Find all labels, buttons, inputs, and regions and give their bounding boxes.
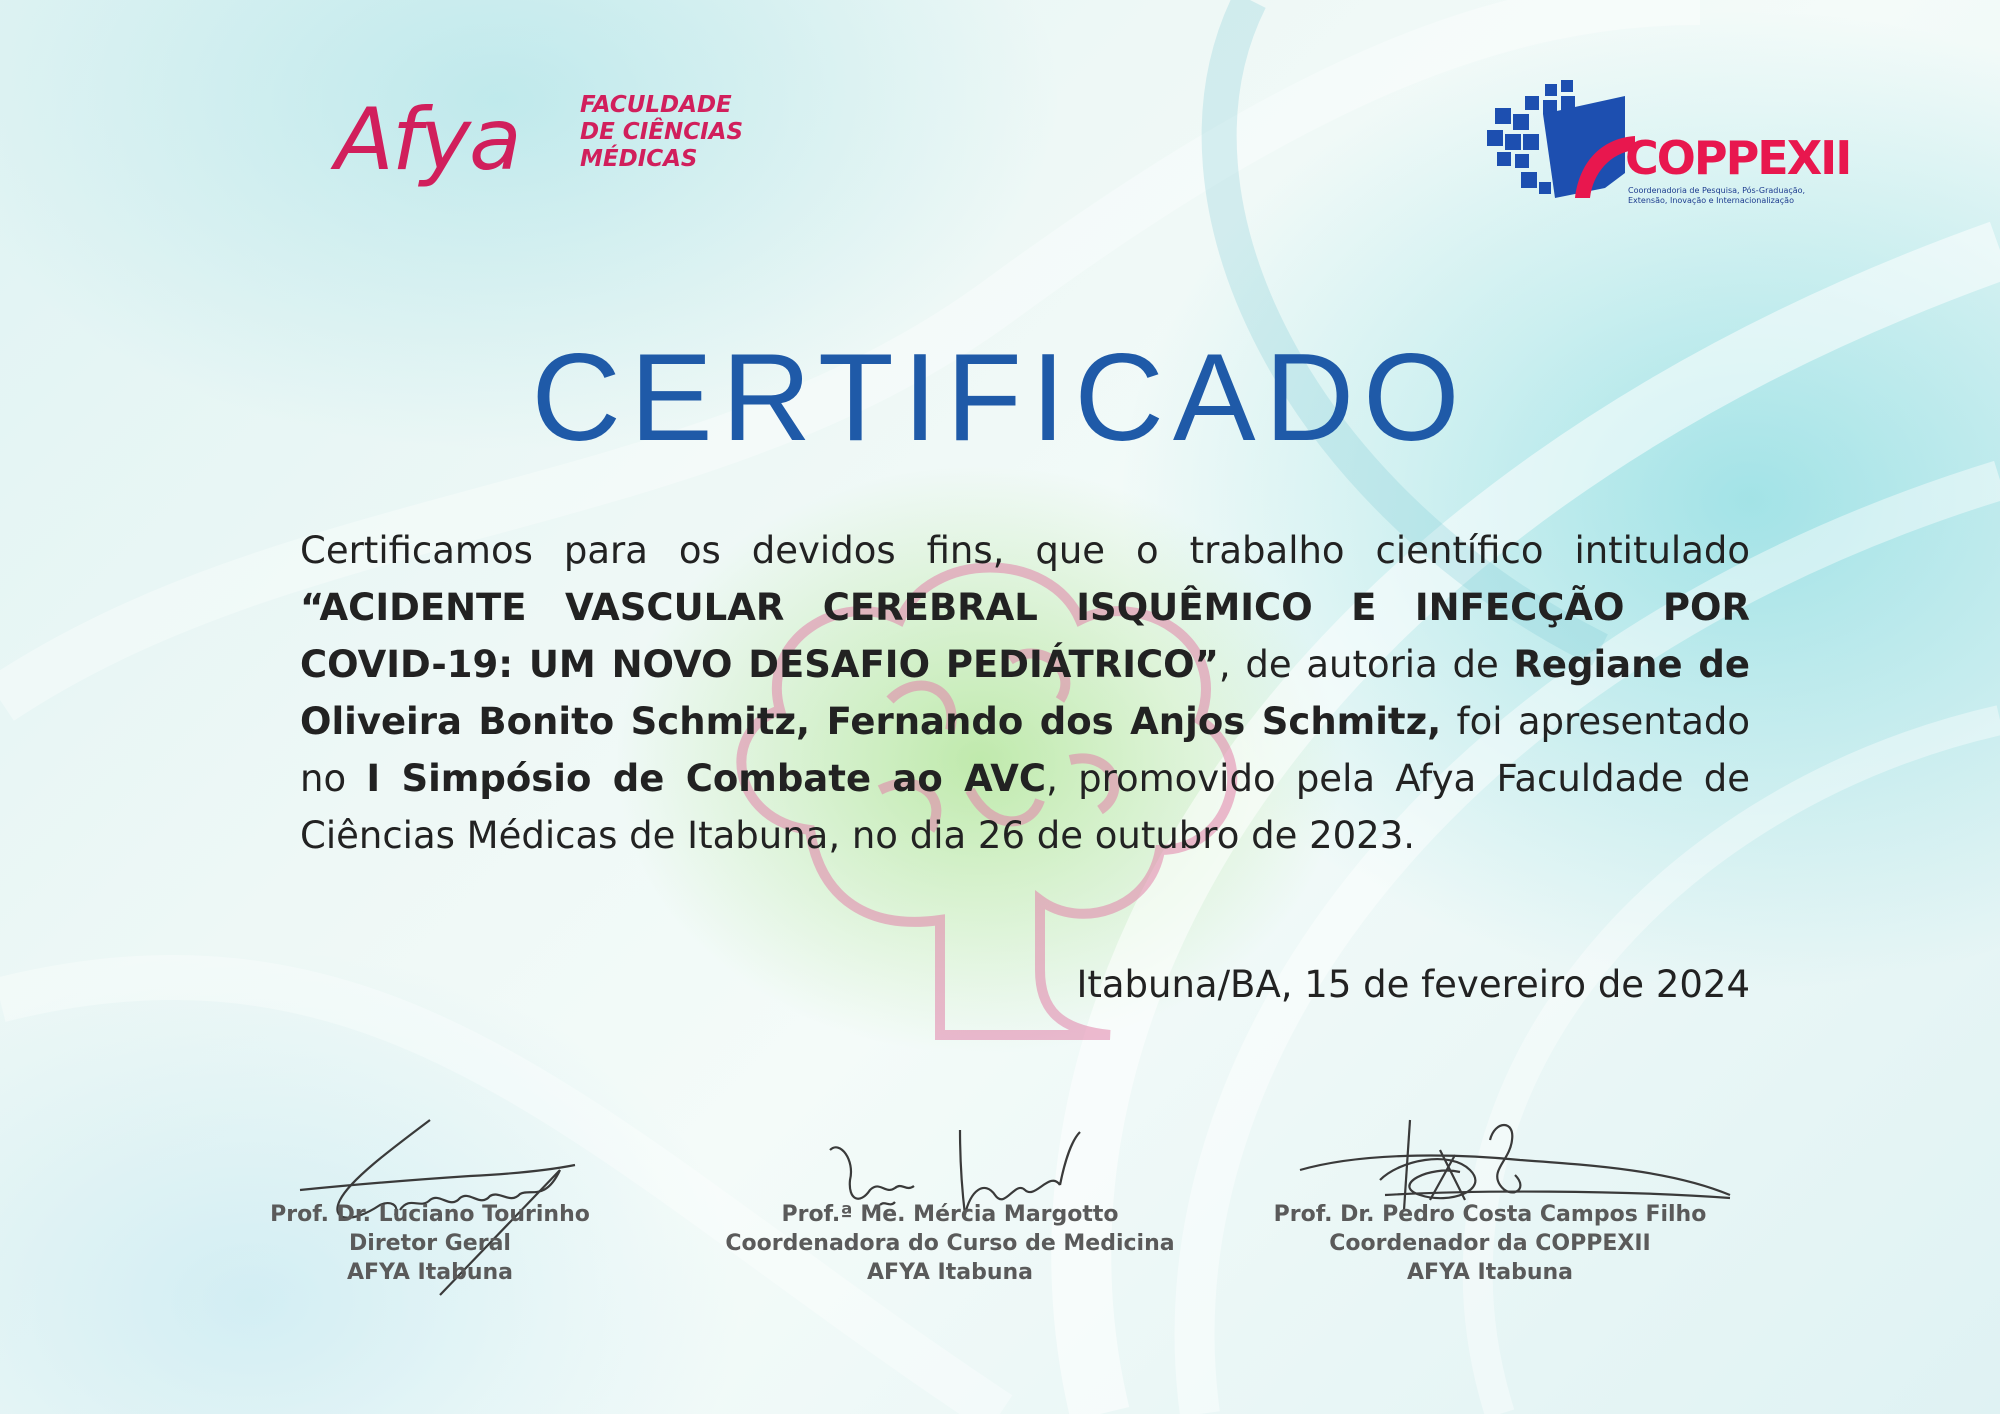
- coppexii-logo: [1485, 78, 1851, 208]
- certificate-body: [300, 522, 1750, 864]
- afya-wordmark: Afya: [335, 90, 520, 190]
- body-authorship: , de autoria de: [1218, 643, 1514, 686]
- authors: Regiane de Oliveira Bonito Schmitz, Fernando dos Anjos Schmitz,: [300, 643, 1750, 743]
- signature-block-1: [250, 1200, 610, 1287]
- coppexii-name: COPPEXII: [1625, 131, 1851, 185]
- signer-role: Diretor Geral: [349, 1231, 511, 1256]
- event-name: I Simpósio de Combate ao AVC: [366, 757, 1047, 800]
- afya-faculty-name: [580, 92, 743, 173]
- work-title: “ACIDENTE VASCULAR CEREBRAL ISQUÊMICO E INFECÇÃO POR COVID-19: UM NOVO DESAFIO PEDIÁTRICO”: [300, 586, 1750, 686]
- certificate-title: CERTIFICADO: [531, 329, 1469, 467]
- signer-name: Prof.ª Me. Mércia Margotto: [781, 1202, 1119, 1227]
- body-presented: foi apresentado no: [300, 700, 1750, 800]
- coppexii-subtitle: Coordenadoria de Pesquisa, Pós-Graduação, Extensão, Inovação e Internacionalização: [1628, 186, 1806, 205]
- signature-block-2: [690, 1200, 1210, 1287]
- body-closing: , promovido pela Afya Faculdade de Ciências Médicas de Itabuna, no dia 26 de outubro de 2023.: [300, 757, 1750, 857]
- signature-block-3: [1240, 1200, 1740, 1287]
- signer-org: AFYA Itabuna: [866, 1260, 1034, 1285]
- body-intro: Certificamos para os devidos fins, que o trabalho científico intitulado: [300, 529, 1750, 572]
- signer-name: Prof. Dr. Luciano Tourinho: [270, 1202, 590, 1227]
- afya-logo: [335, 90, 755, 200]
- signer-name: Prof. Dr. Pedro Costa Campos Filho: [1273, 1202, 1707, 1227]
- signer-role: Coordenador da COPPEXII: [1329, 1231, 1651, 1256]
- coppexii-pixel-mark-icon: [1485, 78, 1645, 208]
- signer-role: Coordenadora do Curso de Medicina: [725, 1231, 1175, 1256]
- signer-org: AFYA Itabuna: [1406, 1260, 1574, 1285]
- signer-org: AFYA Itabuna: [346, 1260, 514, 1285]
- afya-sub-line-2: DE CIÊNCIAS: [580, 119, 744, 145]
- afya-sub-line-1: FACULDADE: [580, 92, 732, 118]
- afya-sub-line-3: MÉDICAS: [580, 146, 698, 172]
- issue-date: Itabuna/BA, 15 de fevereiro de 2024: [1076, 963, 1750, 1006]
